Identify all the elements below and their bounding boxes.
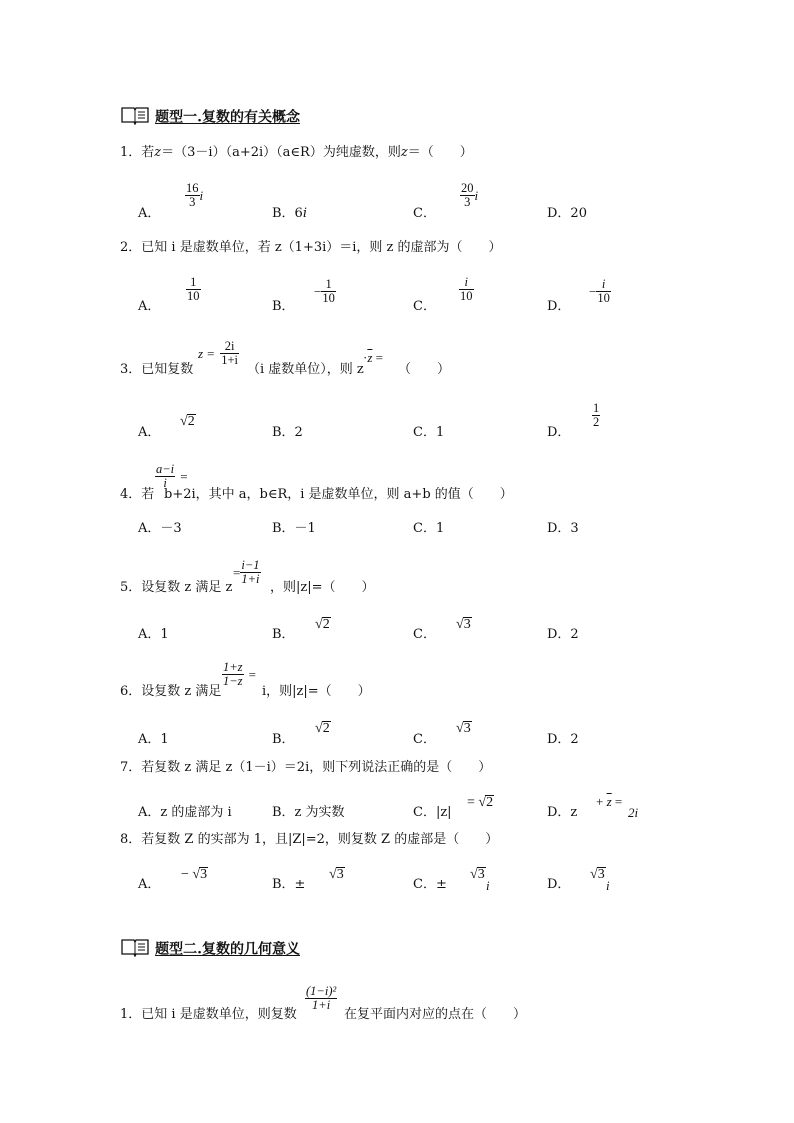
- question-4-text: b+2i，其中 a，b∈R，i 是虚数单位，则 a+b 的值（ ）: [164, 487, 513, 502]
- option-c[interactable]: C．: [413, 206, 436, 221]
- sqrt: √3: [590, 867, 605, 882]
- z-conjugate: $\cdot\overline{z}$ =: [363, 350, 383, 365]
- question-5-text: ，则|z|=（ ）: [270, 580, 375, 595]
- fraction: $\frac{16}{3}$ i: [186, 181, 204, 209]
- section-title: 题型一.复数的有关概念: [155, 109, 300, 126]
- option-b[interactable]: B．2: [272, 425, 303, 440]
- fraction: $\frac{1}{10}$: [187, 275, 200, 303]
- option-a[interactable]: A．: [138, 206, 161, 221]
- option-d[interactable]: D．z: [547, 805, 578, 820]
- q-text: 若: [141, 145, 155, 160]
- s2-question-1-text: 在复平面内对应的点在（ ）: [344, 1007, 527, 1022]
- question-1: [120, 145, 473, 161]
- q-text: ＝（3－i）（a+2i）（a∈R）为纯虚数，则: [161, 145, 401, 160]
- option-c[interactable]: C．: [413, 627, 436, 642]
- sqrt: √3: [329, 867, 344, 882]
- fraction: $\frac{\text{(1−i)²}}{1+i}$: [306, 984, 337, 1012]
- q-number: 1．: [120, 145, 142, 160]
- q-text: ＝（ ）: [407, 145, 473, 160]
- option-a[interactable]: A．: [138, 425, 161, 440]
- fraction: $\frac{i}{10}$: [460, 275, 473, 303]
- question-3-end: （ ）: [398, 362, 451, 377]
- option-d[interactable]: D．20: [547, 206, 587, 221]
- sqrt: √3: [456, 721, 471, 736]
- option-d[interactable]: D．: [547, 877, 571, 892]
- question-3-text: （i 虚数单位），则 z: [247, 362, 364, 377]
- sqrt: √3: [470, 867, 485, 882]
- option-c[interactable]: C．: [413, 299, 436, 314]
- option-c[interactable]: C．: [413, 732, 436, 747]
- sqrt: √2: [315, 617, 330, 632]
- sqrt: √2: [180, 414, 195, 429]
- option-d[interactable]: D．: [547, 299, 571, 314]
- option-d[interactable]: D．3: [547, 521, 579, 536]
- option-a[interactable]: A．: [138, 299, 161, 314]
- fraction: − $\frac{i}{10}$: [589, 277, 610, 305]
- fraction: − $\frac{1}{10}$: [314, 277, 335, 305]
- option-b[interactable]: B．－1: [272, 521, 316, 536]
- sqrt: = √2: [467, 795, 494, 810]
- question-7: 7．若复数 z 满足 z（1－i）＝2i，则下列说法正确的是（ ）: [120, 760, 492, 775]
- option-d[interactable]: D．2: [547, 732, 579, 747]
- conjugate-sum: + $\overline{z}$ =: [596, 794, 623, 809]
- q-var: z: [400, 145, 408, 160]
- option-a[interactable]: A．z 的虚部为 i: [138, 805, 232, 820]
- option-c[interactable]: C．±: [413, 877, 447, 892]
- option-c[interactable]: C．1: [413, 521, 445, 536]
- option-a[interactable]: A．: [138, 877, 161, 892]
- question-6-text: i，则|z|=（ ）: [262, 684, 371, 699]
- sqrt: − √3: [181, 867, 208, 882]
- fraction: = $\frac{i-1}{1+i}$: [233, 558, 260, 586]
- fraction: $\frac{1}{2}$: [593, 401, 600, 429]
- fraction: $\frac{20}{3}$ i: [461, 181, 479, 209]
- book-icon: [120, 105, 150, 129]
- fraction: $\frac{1+z}{1-z}$ =: [223, 660, 256, 688]
- q-var: z: [154, 145, 162, 160]
- s2-question-1: 1．已知 i 是虚数单位，则复数: [120, 1007, 297, 1022]
- section-2-header: [120, 937, 300, 961]
- option-c[interactable]: C．|z|: [413, 805, 452, 820]
- question-5: 5．设复数 z 满足 z: [120, 580, 233, 595]
- option-d[interactable]: D．2: [547, 627, 579, 642]
- question-2: 2．已知 i 是虚数单位，若 z（1+3i）＝i，则 z 的虚部为（ ）: [120, 240, 502, 255]
- question-8: 8．若复数 Z 的实部为 1，且|Z|=2，则复数 Z 的虚部是（ ）: [120, 832, 499, 847]
- fraction: $\frac{a-i}{i}$ =: [156, 462, 188, 490]
- option-b[interactable]: B．6i: [272, 206, 307, 221]
- option-b[interactable]: B．z 为实数: [272, 805, 345, 820]
- question-6: 6．设复数 z 满足: [120, 684, 222, 699]
- question-4: 4．若: [120, 487, 155, 502]
- sqrt: √3: [456, 617, 471, 632]
- imag-unit: i: [486, 878, 490, 893]
- option-b[interactable]: B．: [272, 627, 295, 642]
- option-a[interactable]: A．－3: [138, 521, 182, 536]
- option-d[interactable]: D．: [547, 425, 571, 440]
- value: 2i: [628, 805, 639, 820]
- option-c[interactable]: C．1: [413, 425, 445, 440]
- option-b[interactable]: B．: [272, 299, 295, 314]
- question-3: 3．已知复数: [120, 362, 194, 377]
- option-b[interactable]: B．±: [272, 877, 306, 892]
- sqrt: √2: [315, 721, 330, 736]
- option-a[interactable]: A．1: [138, 627, 169, 642]
- book-icon: [120, 937, 150, 961]
- fraction: z = $\frac{2i}{1+i}$: [198, 339, 238, 367]
- section-title: 题型二.复数的几何意义: [155, 941, 300, 958]
- section-1-header: [120, 105, 300, 129]
- imag-unit: i: [606, 878, 610, 893]
- option-a[interactable]: A．1: [138, 732, 169, 747]
- option-b[interactable]: B．: [272, 732, 295, 747]
